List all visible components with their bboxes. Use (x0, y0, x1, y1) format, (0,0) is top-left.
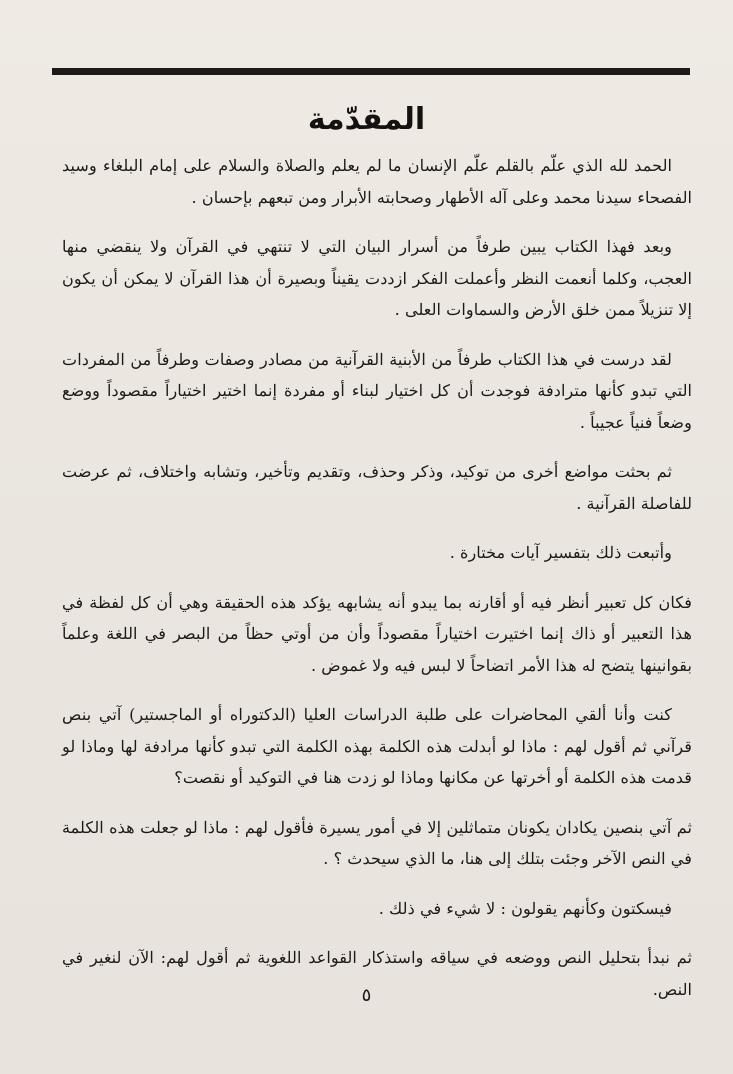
top-rule-divider (52, 68, 690, 75)
paragraph-selected-verses: وأتبعت ذلك بتفسير آيات مختارة . (449, 543, 672, 562)
page-title: المقدّمة (307, 102, 426, 137)
paragraph-lectures: كنت وأنا ألقي المحاضرات على طلبة الدراسات العليا (الدكتوراه أو الماجستير) آتي بنص قرآني ثم أقول لهم : ماذا لو أبدلت هذه الكلمة بهذه الكلمة التي تبدو كأنها مرادفة لها وماذا لو قدمت هذه الكلمة أو أخرتها عن مكانها وماذا لو زدت هنا في التوكيد أو نقصت؟ (62, 705, 692, 787)
page-number: ٥ (361, 985, 372, 1006)
paragraph-book-purpose: وبعد فهذا الكتاب يبين طرفاً من أسرار البيان التي لا تنتهي في القرآن ولا ينقضي منها العجب، وكلما أنعمت النظر وأعملت الفكر ازددت يقيناً وبصيرة أن هذا القرآن لا يمكن أن يكون إلا تنزيلاً ممن خلق الأرض والسماوات العلى . (62, 237, 692, 319)
paragraph-text-analysis: ثم نبدأ بتحليل النص ووضعه في سياقه واستذكار القواعد اللغوية ثم أقول لهم: الآن لنغير في النص. (62, 948, 692, 999)
page-body (62, 150, 692, 1023)
paragraph-opening-praise: الحمد لله الذي علّم بالقلم علّم الإنسان ما لم يعلم والصلاة والسلام على إمام البلغاء وسيد الفصحاء سيدنا محمد وعلى آله الأطهار وصحابته الأبرار ومن تبعهم بإحسان . (62, 156, 692, 207)
paragraph-two-texts: ثم آتي بنصين يكادان يكونان متماثلين إلا في أمور يسيرة فأقول لهم : ماذا لو جعلت هذه الكلمة في النص الآخر وجئت بتلك إلى هنا، ما الذي سيحدث ؟ . (62, 817, 692, 868)
paragraph-study-scope: لقد درست في هذا الكتاب طرفاً من الأبنية القرآنية من مصادر وصفات وطرفاً من المفردات التي تبدو كأنها مترادفة فوجدت أن كل اختيار لبناء أو مفردة إنما اختير اختياراً مقصوداً ووضع وضعاً فنياً عجيباً . (62, 349, 692, 432)
paragraph-word-choice: فكان كل تعبير أنظر فيه أو أقارنه بما يبدو أنه يشابهه يؤكد هذه الحقيقة وهي أن كل لفظة في هذا التعبير أو ذاك إنما اختيرت اختياراً مقصوداً وأن من أوتي حظاً من البصر في اللغة وعلماً بقوانينها يتضح له هذا الأمر اتضاحاً لا لبس فيه ولا غموض . (62, 592, 692, 675)
paragraph-students-silence: فيسكتون وكأنهم يقولون : لا شيء في ذلك . (378, 898, 672, 918)
paragraph-topics: ثم بحثت مواضع أخرى من توكيد، وذكر وحذف، وتقديم وتأخير، وتشابه واختلاف، ثم عرضت للفاصلة القرآنية . (62, 462, 692, 513)
